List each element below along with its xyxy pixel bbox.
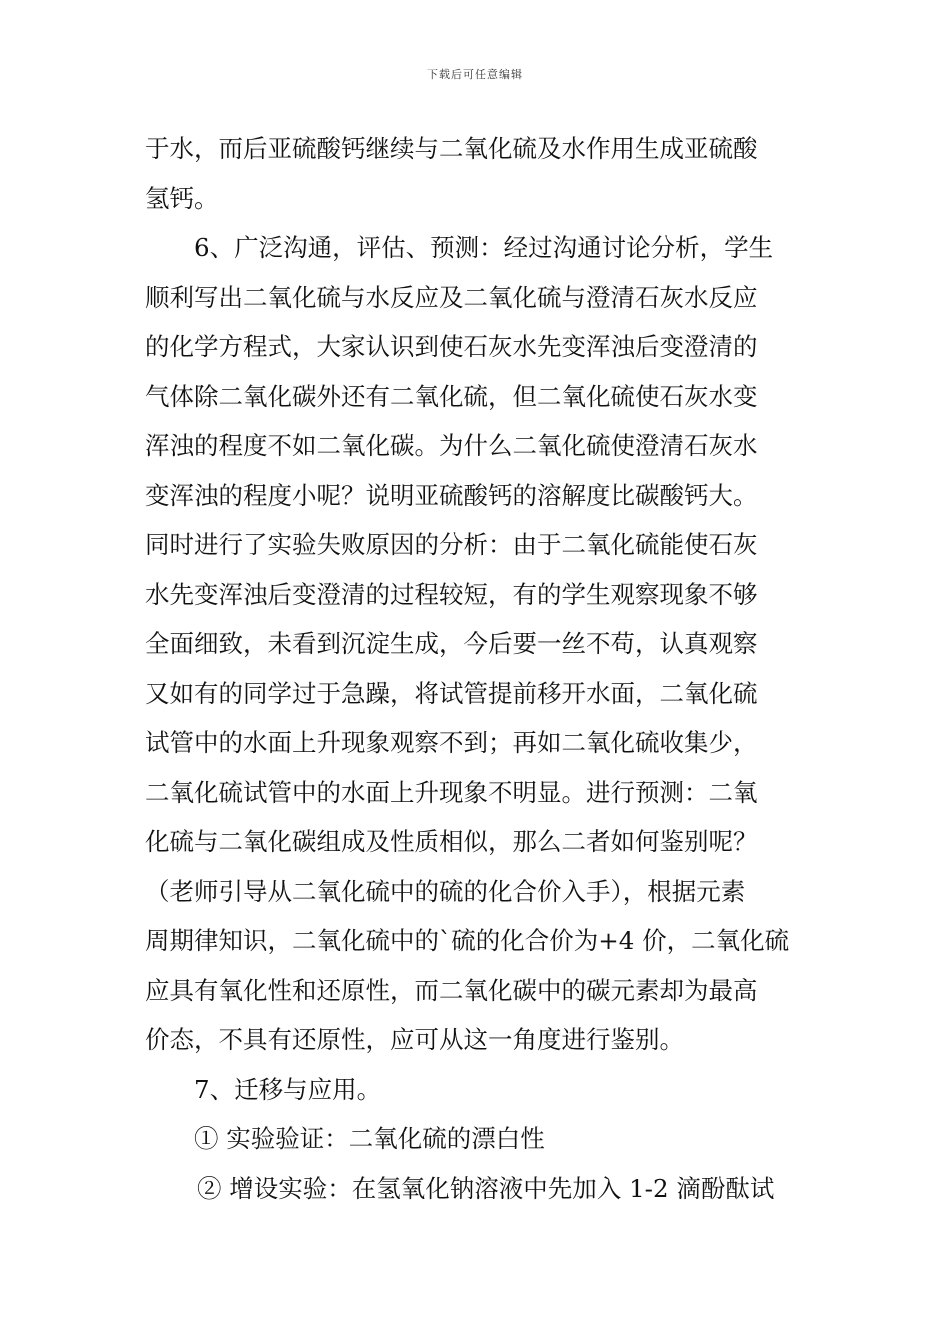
paragraph-line: 二氧化硫试管中的水面上升现象不明显。进行预测：二氧 (145, 777, 758, 807)
paragraph-line: 全面细致，未看到沉淀生成，今后要一丝不苟，认真观察 (145, 629, 758, 658)
paragraph-line: （老师引导从二氧化硫中的硫的化合价入手），根据元素 (145, 876, 746, 906)
paragraph-line: 化硫与二氧化碳组成及性质相似，那么二者如何鉴别呢？ (145, 827, 758, 856)
paragraph-line: 的化学方程式，大家认识到使石灰水先变浑浊后变澄清的 (145, 332, 758, 361)
paragraph-line: 浑浊的程度不如二氧化碳。为什么二氧化硫使澄清石灰水 (145, 431, 758, 460)
document-body (145, 124, 810, 1213)
paragraph-line: 应具有氧化性和还原性，而二氧化碳中的碳元素却为最高 (145, 975, 758, 1005)
paragraph-line: 6、广泛沟通，评估、预测：经过沟通讨论分析，学生 (194, 233, 774, 262)
paragraph-line: ① 实验验证：二氧化硫的漂白性 (194, 1124, 545, 1153)
paragraph-line: 试管中的水面上升现象观察不到；再如二氧化硫收集少， (145, 728, 758, 757)
paragraph-line: 7、迁移与应用。 (194, 1074, 382, 1104)
paragraph-line: 价态，不具有还原性，应可从这一角度进行鉴别。 (145, 1025, 684, 1054)
paragraph-line: ② 增设实验：在氢氧化钠溶液中先加入 1-2 滴酚酞试 (197, 1173, 775, 1203)
paragraph-line: 于水，而后亚硫酸钙继续与二氧化硫及水作用生成亚硫酸 (145, 134, 758, 163)
paragraph-line: 同时进行了实验失败原因的分析：由于二氧化硫能使石灰 (145, 530, 758, 559)
paragraph-line: 气体除二氧化碳外还有二氧化硫，但二氧化硫使石灰水变 (145, 381, 758, 411)
paragraph-line: 周期律知识，二氧化硫中的`硫的化合价为+4 价，二氧化硫 (145, 926, 790, 955)
paragraph-line: 顺利写出二氧化硫与水反应及二氧化硫与澄清石灰水反应 (145, 282, 758, 312)
paragraph-line: 氢钙。 (145, 183, 219, 213)
paragraph-line: 变浑浊的程度小呢？说明亚硫酸钙的溶解度比碳酸钙大。 (145, 480, 758, 510)
paragraph-line: 又如有的同学过于急躁，将试管提前移开水面，二氧化硫 (145, 678, 758, 708)
paragraph-line: 水先变浑浊后变澄清的过程较短，有的学生观察现象不够 (145, 579, 758, 609)
page-header: 下载后可任意编辑 (427, 68, 523, 81)
